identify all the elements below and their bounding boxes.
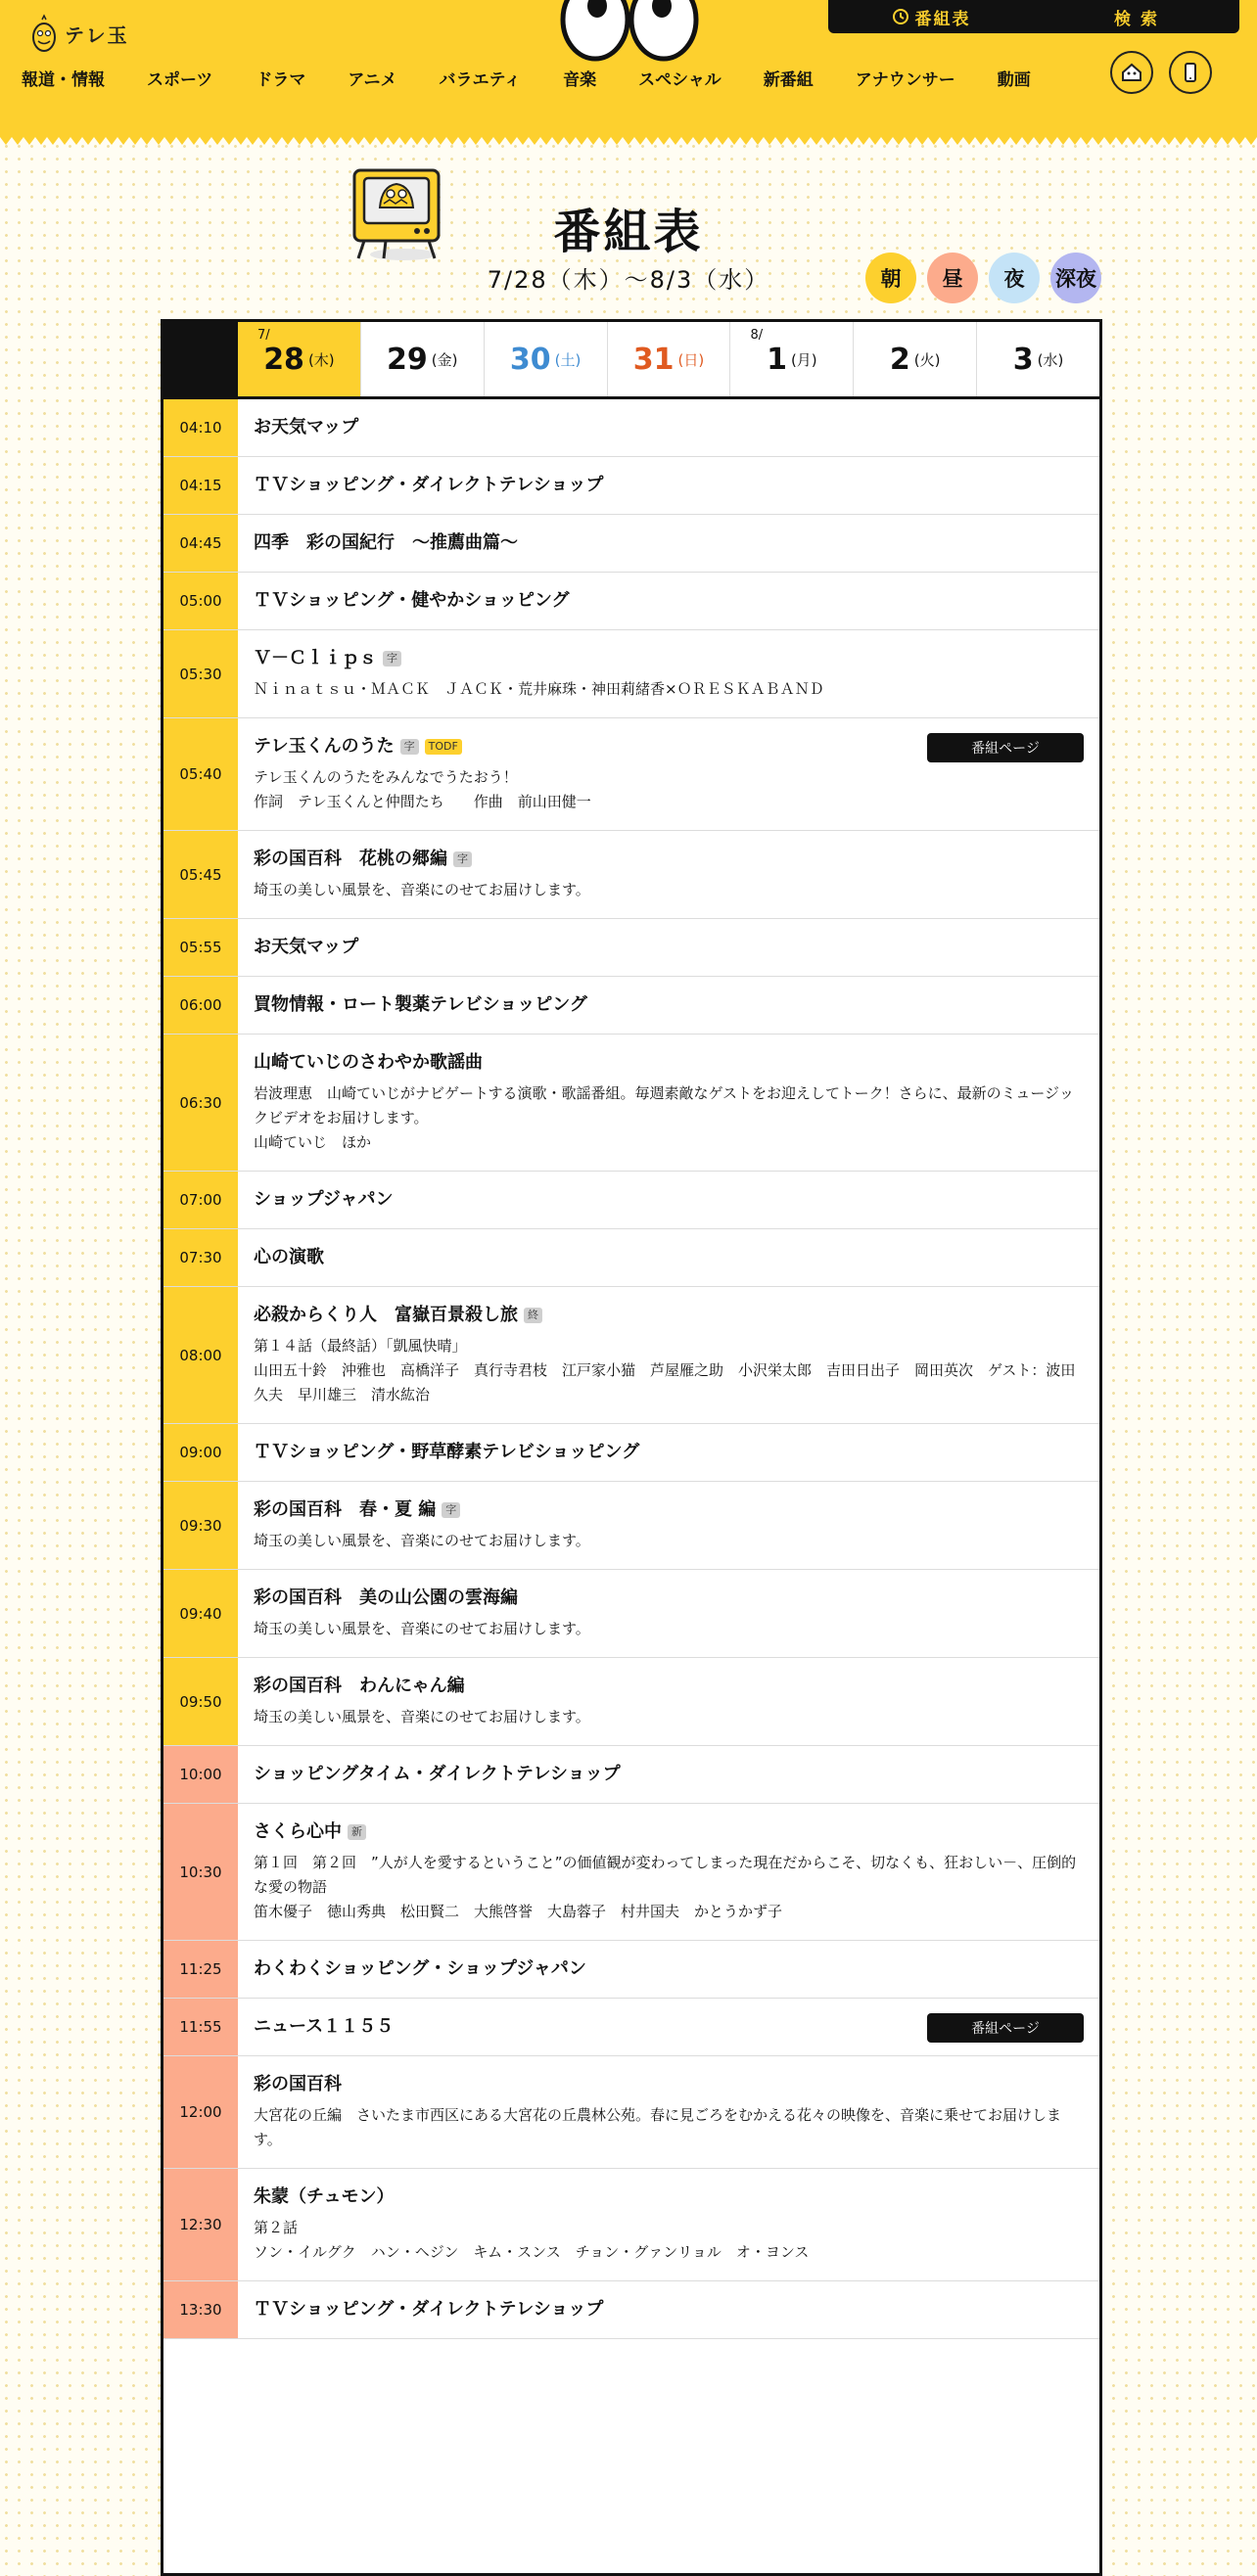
day-tab-month: 8/ [750,328,764,343]
program-row[interactable] [163,2056,1099,2169]
program-title[interactable] [254,1050,1084,1076]
program-row[interactable] [163,399,1099,457]
program-title[interactable] [254,1187,1084,1213]
program-row[interactable] [163,515,1099,573]
program-body [238,1035,1099,1171]
nav-item-drama[interactable]: ドラマ [256,69,306,90]
program-title-text: わくわくショッピング・ショップジャパン [254,1958,586,1979]
program-description [254,1334,1084,1407]
program-title[interactable] [254,2297,1084,2323]
program-description [254,765,1084,814]
program-time: 08:00 [163,1287,238,1423]
program-page-button[interactable]: 番組ページ [927,733,1084,762]
program-title[interactable] [254,2185,1084,2210]
mascot-eyes-icon [556,0,703,65]
program-title-text: 心の演歌 [254,1247,324,1267]
program-row[interactable] [163,1172,1099,1229]
day-tab[interactable] [853,322,976,396]
tod-morning-button[interactable]: 朝 [865,253,916,303]
program-description [254,878,1084,902]
program-title-text: ショップジャパン [254,1189,394,1210]
day-tab-weekday: (火) [913,350,941,369]
program-body [238,2056,1099,2168]
header-zigzag-edge [0,131,1257,147]
program-description [254,677,1084,702]
day-tab-number: 30 [509,342,551,377]
program-row[interactable] [163,1804,1099,1941]
program-description-line: 埼玉の美しい風景を、音楽にのせてお届けします。 [254,1532,590,1549]
program-description-line: 埼玉の美しい風景を、音楽にのせてお届けします。 [254,1708,590,1725]
program-time: 11:55 [163,1999,238,2055]
day-tab-number: 2 [889,342,910,377]
program-title-text: 彩の国百科 春・夏 編 [254,1499,437,1520]
app-phone-shape [1179,61,1202,84]
program-description-line: 第１回 第２回 ”人が人を愛するということ”の価値観が変わってしまった現在だからこそ、切なくも、狂おしい－、圧倒的な愛の物語 [254,1854,1077,1896]
program-time: 06:30 [163,1035,238,1171]
program-title[interactable] [254,415,1084,440]
program-title-text: 朱蒙（チュモン） [254,2186,395,2207]
program-title-text: 彩の国百科 美の山公園の雲海編 [254,1587,518,1608]
program-time: 04:10 [163,399,238,456]
program-body [238,1229,1099,1286]
program-title[interactable] [254,646,1084,671]
date-range: 7/28（木）〜8/3（水） [487,266,770,294]
program-time: 09:40 [163,1570,238,1657]
program-description [254,1617,1084,1641]
program-time: 10:30 [163,1804,238,1940]
program-description [254,2103,1084,2152]
program-time: 13:30 [163,2281,238,2338]
program-title-text: ＴＶショッピング・野草酵素テレビショッピング [254,1442,640,1462]
program-title-text: 山崎ていじのさわやか歌謡曲 [254,1052,483,1073]
program-description-line: 大宮花の丘編 さいたま市西区にある大宮花の丘農林公苑。春に見ごろをむかえる花々の映像を、音楽に乗せてお届けします。 [254,2106,1062,2148]
program-time: 09:50 [163,1658,238,1745]
day-tab[interactable] [976,322,1099,396]
program-row[interactable] [163,831,1099,919]
site-logo[interactable] [29,14,129,53]
day-tab-number: 1 [767,342,787,377]
nav-item-videos[interactable]: 動画 [997,69,1031,90]
search-label: 検 索 [1114,9,1159,29]
program-description-line: Ｎｉｎａｔｓｕ・ＭＡＣＫ ＪＡＣＫ・荒井麻珠・神田莉緒香×ＯＲＥＳＫＡＢＡＮＤ [254,680,824,698]
day-tab-number: 3 [1012,342,1034,377]
program-row[interactable] [163,1570,1099,1658]
program-badge: 新 [348,1824,366,1840]
program-body [238,718,1099,830]
program-body [238,573,1099,629]
program-body [238,457,1099,514]
program-title-text: ＴＶショッピング・健やかショッピング [254,590,570,611]
program-title-text: 必殺からくり人 富嶽百景殺し旅 [254,1305,518,1325]
program-row[interactable] [163,1941,1099,1999]
program-description-line: 作詞 テレ玉くんと仲間たち 作曲 前山田健一 [254,793,591,810]
program-page-button[interactable]: 番組ページ [927,2013,1084,2043]
program-time: 09:30 [163,1482,238,1569]
program-body [238,1424,1099,1481]
nav-item-news[interactable]: 報道・情報 [22,69,105,90]
day-tab-number: 31 [632,342,675,377]
program-list [163,399,1099,2339]
program-title-text: 買物情報・ロート製薬テレビショッピング [254,994,587,1015]
program-title-text: お天気マップ [254,937,359,957]
program-title[interactable] [254,1819,1084,1845]
program-row[interactable] [163,977,1099,1035]
program-title-text: ＴＶショッピング・ダイレクトテレショップ [254,475,604,495]
program-time: 05:00 [163,573,238,629]
program-badge: 字 [383,651,401,667]
program-row[interactable] [163,1424,1099,1482]
nav-item-sports[interactable]: スポーツ [147,69,213,90]
program-badge: 字 [453,851,472,867]
program-description-line: 埼玉の美しい風景を、音楽にのせてお届けします。 [254,881,590,898]
program-title[interactable] [254,1440,1084,1465]
program-description [254,1851,1084,1924]
program-row[interactable] [163,1482,1099,1570]
program-body [238,1172,1099,1228]
program-badge: 終 [524,1308,542,1323]
day-tab-weekday: (水) [1037,350,1064,369]
site-header [0,0,1257,137]
main-nav [22,63,1031,92]
program-title-text: ニュース１１５５ [254,2016,395,2037]
program-body [238,1999,1099,2055]
day-tabs [163,322,1099,399]
program-row[interactable] [163,1035,1099,1172]
nav-item-new-programs[interactable]: 新番組 [763,69,814,90]
program-description-line: 岩波理恵 山崎ていじがナビゲートする演歌・歌謡番組。毎週素敵なゲストをお迎えしてトーク！さらに、最新のミュージックビデオをお届けします。 [254,1084,1075,1127]
program-row[interactable] [163,1746,1099,1804]
nav-icon-group [1110,51,1212,94]
program-row[interactable] [163,919,1099,977]
program-time: 05:30 [163,630,238,717]
program-row[interactable] [163,457,1099,515]
program-body [238,630,1099,717]
search-link[interactable] [1034,5,1239,29]
program-time: 12:00 [163,2056,238,2168]
program-title-text: さくら心中 [254,1821,342,1842]
program-schedule-table [161,319,1102,2576]
program-title[interactable] [254,530,1084,556]
program-title[interactable] [254,1497,1084,1523]
program-time: 04:45 [163,515,238,572]
day-tab[interactable] [360,322,484,396]
program-title[interactable] [254,1586,1084,1611]
day-tab-month: 7/ [257,328,270,343]
day-tab[interactable] [729,322,853,396]
program-body [238,831,1099,918]
program-title-text: 彩の国百科 [254,2074,342,2094]
top-utility-bar [828,0,1239,33]
program-description [254,1081,1084,1155]
logo-text: テレ玉 [65,23,129,47]
program-row[interactable] [163,1999,1099,2056]
day-tab-number: 28 [263,342,304,377]
tod-latenight-button[interactable]: 深夜 [1050,253,1101,303]
program-body [238,2281,1099,2338]
tod-night-button[interactable]: 夜 [989,253,1040,303]
program-badge: TODF [425,739,462,755]
program-time: 05:55 [163,919,238,976]
program-title-text: 彩の国百科 花桃の郷編 [254,849,447,869]
program-title-text: 彩の国百科 わんにゃん編 [254,1676,465,1696]
program-title[interactable] [254,992,1084,1018]
program-title[interactable] [254,2072,1084,2097]
day-tab-weekday: (日) [677,350,705,369]
time-of-day-nav [865,253,1101,303]
program-time: 04:15 [163,457,238,514]
program-body [238,919,1099,976]
program-title[interactable] [254,1674,1084,1699]
mascot-house-icon[interactable] [1110,51,1153,94]
program-row[interactable] [163,2169,1099,2281]
program-body [238,1804,1099,1940]
program-description-line: 笛木優子 徳山秀典 松田賢二 大熊啓誉 大島蓉子 村井国夫 かとうかず子 [254,1903,783,1920]
nav-item-anime[interactable]: アニメ [348,69,397,90]
program-title-text: ＴＶショッピング・ダイレクトテレショップ [254,2299,604,2320]
day-tab-weekday: (土) [554,350,582,369]
app-phone-icon[interactable] [1169,51,1212,94]
page-title: 番組表 [553,205,704,259]
program-body [238,1746,1099,1803]
program-description-line: 埼玉の美しい風景を、音楽にのせてお届けします。 [254,1620,590,1637]
day-tab-weekday: (金) [431,350,458,369]
program-description [254,2216,1084,2265]
program-body [238,1482,1099,1569]
program-body [238,2169,1099,2280]
day-tab-weekday: (木) [307,350,335,369]
program-description-line: 第２話 [254,2219,299,2236]
program-badge: 字 [400,739,419,755]
program-body [238,399,1099,456]
program-description [254,1705,1084,1729]
clock-icon [892,8,909,25]
program-time: 10:00 [163,1746,238,1803]
program-time: 07:30 [163,1229,238,1286]
nav-item-special[interactable]: スペシャル [638,69,722,90]
program-time: 05:45 [163,831,238,918]
day-tab[interactable] [238,322,360,396]
nav-item-music[interactable]: 音楽 [563,69,597,90]
program-body [238,1287,1099,1423]
mascot-house-shape [1120,61,1143,84]
nav-item-variety[interactable]: バラエティ [439,69,522,90]
program-body [238,515,1099,572]
program-title[interactable] [254,473,1084,498]
program-description-line: テレ玉くんのうたをみんなでうたおう！ [254,768,518,786]
program-title-text: Ｖ－Ｃｌｉｐｓ [254,648,377,668]
program-title[interactable] [254,1245,1084,1270]
program-title-text: お天気マップ [254,417,359,437]
program-description-line: 第１４話（最終話）「凱風快晴」 [254,1337,467,1355]
program-time: 11:25 [163,1941,238,1998]
program-row[interactable] [163,1287,1099,1424]
program-title[interactable] [254,1303,1084,1328]
program-row[interactable] [163,1658,1099,1746]
program-title-text: ショッピングタイム・ダイレクトテレショップ [254,1764,621,1784]
program-time: 09:00 [163,1424,238,1481]
program-guide-label: 番組表 [914,9,971,29]
program-row[interactable] [163,1229,1099,1287]
program-title[interactable] [254,588,1084,614]
program-description-line: ソン・イルグク ハン・ヘジン キム・スンス チョン・グァンリョル オ・ヨンス [254,2243,810,2261]
program-description [254,1529,1084,1553]
day-tabs-corner [163,322,238,396]
program-title[interactable] [254,847,1084,872]
day-tab-weekday: (月) [790,350,817,369]
program-row[interactable] [163,630,1099,718]
program-body [238,1658,1099,1745]
program-time: 05:40 [163,718,238,830]
program-title[interactable] [254,935,1084,960]
program-title[interactable] [254,1956,1084,1982]
program-time: 07:00 [163,1172,238,1228]
program-body [238,977,1099,1034]
program-title-text: 四季 彩の国紀行 ～推薦曲篇～ [254,532,518,553]
program-description-line: 山崎ていじ ほか [254,1133,372,1151]
program-guide-link[interactable] [828,5,1034,29]
program-row[interactable] [163,2281,1099,2339]
day-tab[interactable] [484,322,607,396]
program-row[interactable] [163,718,1099,831]
mascot-logo-icon [29,14,59,53]
program-description-line: 山田五十鈴 沖雅也 高橋洋子 真行寺君枝 江戸家小猫 芦屋雁之助 小沢栄太郎 吉田日出子 岡田英次 ゲスト：波田久夫 早川雄三 清水紘治 [254,1361,1076,1403]
nav-item-announcers[interactable]: アナウンサー [855,69,955,90]
program-time: 06:00 [163,977,238,1034]
tod-noon-button[interactable]: 昼 [927,253,978,303]
program-title-text: テレ玉くんのうた [254,736,395,757]
program-row[interactable] [163,573,1099,630]
program-body [238,1570,1099,1657]
day-tab[interactable] [607,322,730,396]
program-body [238,1941,1099,1998]
day-tab-number: 29 [387,342,428,377]
program-time: 12:30 [163,2169,238,2280]
program-title[interactable] [254,1762,1084,1787]
program-badge: 字 [442,1502,460,1518]
